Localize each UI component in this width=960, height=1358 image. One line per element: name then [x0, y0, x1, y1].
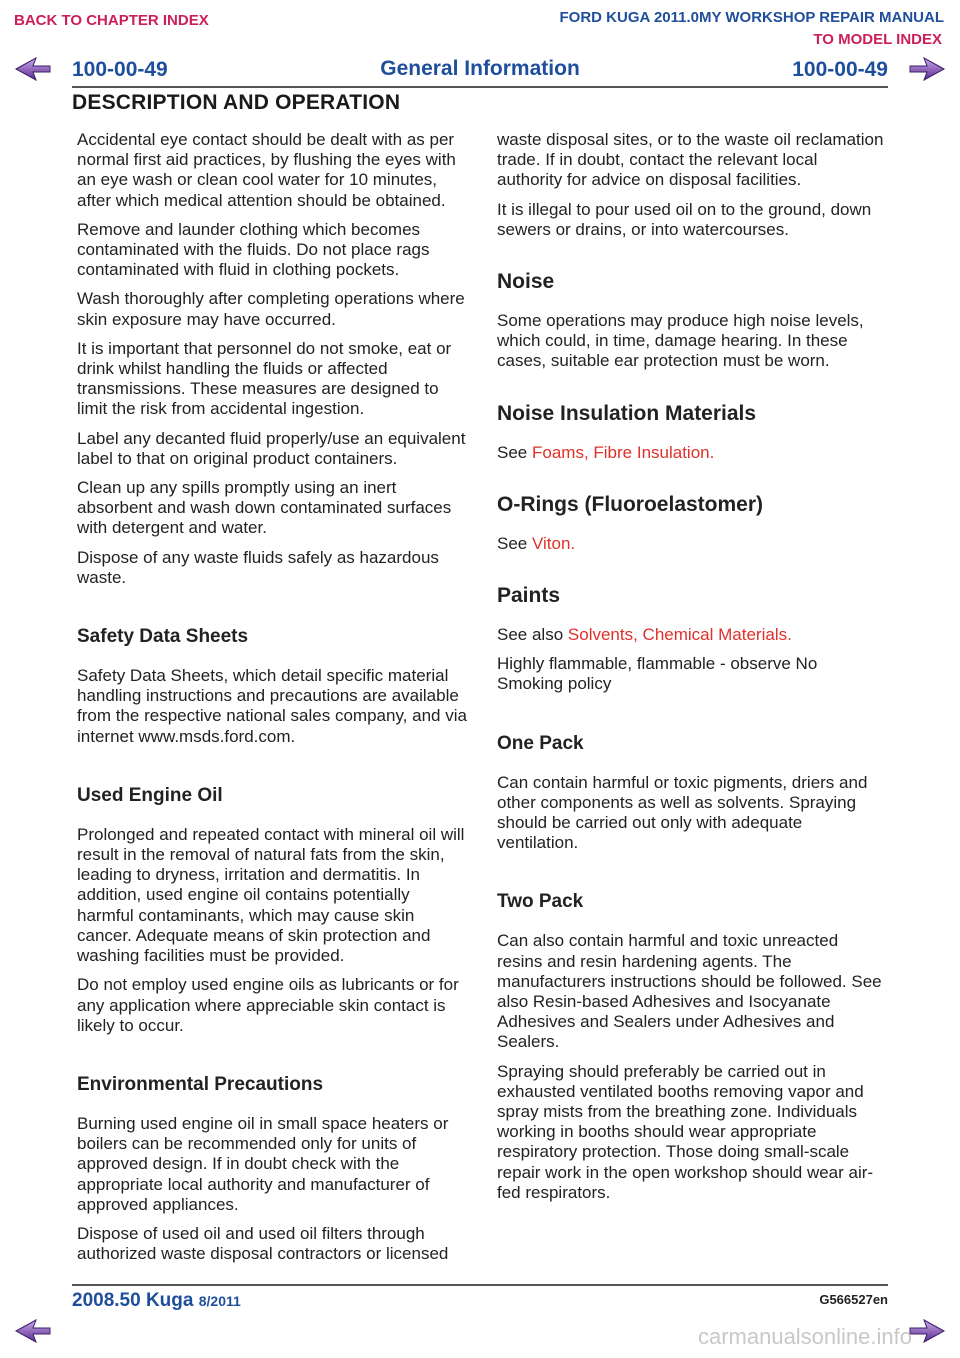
- waste-disposal-continued-paragraph: waste disposal sites, or to the waste oil reclamation trade. If in doubt, contact the relevant local authority for advice on disposal facilities.: [497, 130, 884, 190]
- o-rings-see-paragraph: [497, 534, 887, 554]
- manual-title: FORD KUGA 2011.0MY WORKSHOP REPAIR MANUAL: [559, 9, 944, 26]
- dispose-waste-paragraph: Dispose of any waste fluids safely as hazardous waste.: [77, 547, 439, 587]
- two-pack-paragraph-1: Can also contain harmful and toxic unreacted resins and resin hardening agents. The manufacturers instructions should be followed. See also Resin-based Adhesives and Isocyanate Adhesives and Sealers under Adhesives and Sealers.: [497, 931, 882, 1052]
- to-model-index-link[interactable]: TO MODEL INDEX: [813, 31, 942, 48]
- left-column: [77, 130, 467, 1273]
- environmental-paragraph-1: Burning used engine oil in small space heaters or boilers can be recommended only for units of approved design. If in doubt check with the appropriate local authority and manufacturer of approved appliances.: [77, 1113, 449, 1214]
- see-also-label: See also: [497, 625, 564, 645]
- highly-flammable-paragraph: Highly flammable, flammable - observe No Smoking policy: [497, 654, 818, 694]
- page-number-left: 100-00-49: [72, 58, 168, 81]
- footer-previous-page-arrow-icon[interactable]: [14, 1318, 52, 1344]
- illegal-pour-paragraph: It is illegal to pour used oil on to the ground, down sewers or drains, or into watercourses.: [497, 199, 872, 239]
- header-rule: [72, 86, 888, 88]
- o-rings-heading: O-Rings (Fluoroelastomer): [497, 492, 764, 516]
- noise-insulation-see-paragraph: [497, 443, 887, 463]
- chapter-title: General Information: [380, 57, 580, 80]
- noise-heading: Noise: [497, 270, 555, 294]
- paints-heading: Paints: [497, 584, 561, 608]
- foams-fibre-insulation-link[interactable]: Foams, Fibre Insulation.: [531, 442, 715, 462]
- no-smoking-paragraph: It is important that personnel do not smoke, eat or drink whilst handling the fluids or affected transmissions. These measures are designed to limit the risk from accidental ingestion.: [77, 338, 452, 419]
- environmental-precautions-heading: Environmental Precautions: [77, 1073, 324, 1095]
- one-pack-paragraph: Can contain harmful or toxic pigments, driers and other components as well as solvents. Spraying should be carried out only with adequate ventilation.: [497, 772, 868, 853]
- safety-data-sheets-paragraph: Safety Data Sheets, which detail specific material handling instructions and precautions are available from the respective national sales company, and via internet www.msds.ford.com.: [77, 666, 467, 746]
- right-column: [497, 130, 887, 1212]
- footer-next-page-arrow-icon[interactable]: [908, 1318, 946, 1344]
- one-pack-heading: One Pack: [497, 732, 584, 754]
- see-label: See: [497, 533, 528, 553]
- see-label: See: [497, 442, 528, 462]
- paints-see-also-paragraph: [497, 625, 887, 645]
- viton-link[interactable]: Viton.: [531, 533, 576, 553]
- wash-thoroughly-paragraph: Wash thoroughly after completing operations where skin exposure may have occurred.: [77, 289, 465, 329]
- launder-clothing-paragraph: Remove and launder clothing which becomes contaminated with the fluids. Do not place rags contaminated with fluid in clothing pockets.: [77, 219, 430, 280]
- page-number-right: 100-00-49: [792, 58, 888, 81]
- two-pack-paragraph-2: Spraying should preferably be carried out in exhausted ventilated booths removing vapor and spray mists from the breathing zone. Individuals working in booths should wear appropriate respiratory protection. Those doing small-scale repair work in the open workshop should wear air-fed respirators.: [497, 1061, 874, 1202]
- solvents-chemical-materials-link[interactable]: Solvents, Chemical Materials.: [567, 625, 792, 645]
- footer-model-name: 2008.50 Kuga: [72, 1290, 194, 1311]
- used-engine-oil-heading: Used Engine Oil: [77, 784, 223, 806]
- clean-spills-paragraph: Clean up any spills promptly using an inert absorbent and wash down contaminated surfaces with detergent and water.: [77, 478, 452, 538]
- eye-contact-paragraph: Accidental eye contact should be dealt with as per normal first aid practices, by flushing the eyes with an eye wash or clean cool water for 10 minutes, after which medical attention should be obtained.: [77, 130, 456, 210]
- section-title: DESCRIPTION AND OPERATION: [72, 91, 401, 114]
- footer-date: 8/2011: [198, 1293, 241, 1309]
- two-pack-heading: Two Pack: [497, 891, 584, 913]
- label-fluid-paragraph: Label any decanted fluid properly/use an equivalent label to that on original product containers.: [77, 428, 466, 468]
- watermark: carmanualsonline.info: [697, 1324, 912, 1349]
- footer-rule: [72, 1284, 888, 1286]
- noise-paragraph: Some operations may produce high noise levels, which could, in time, damage hearing. In these cases, suitable ear protection must be worn.: [497, 311, 864, 371]
- used-engine-oil-paragraph-1: Prolonged and repeated contact with mineral oil will result in the removal of natural fats from the skin, leading to dryness, irritation and dermatitis. In addition, used engine oil contains potentially harmful contaminants, which may cause skin cancer. Adequate means of skin protection and washing facilities must be provided.: [77, 824, 465, 966]
- environmental-paragraph-2: Dispose of used oil and used oil filters through authorized waste disposal contractors or licensed: [77, 1223, 449, 1264]
- footer-document-code: G566527en: [819, 1292, 888, 1307]
- footer-model: [72, 1290, 241, 1312]
- used-engine-oil-paragraph-2: Do not employ used engine oils as lubricants or for any application where appreciable skin contact is likely to occur.: [77, 975, 459, 1035]
- safety-data-sheets-heading: Safety Data Sheets: [77, 626, 249, 648]
- noise-insulation-heading: Noise Insulation Materials: [497, 401, 757, 425]
- back-to-chapter-index-link[interactable]: BACK TO CHAPTER INDEX: [14, 12, 209, 29]
